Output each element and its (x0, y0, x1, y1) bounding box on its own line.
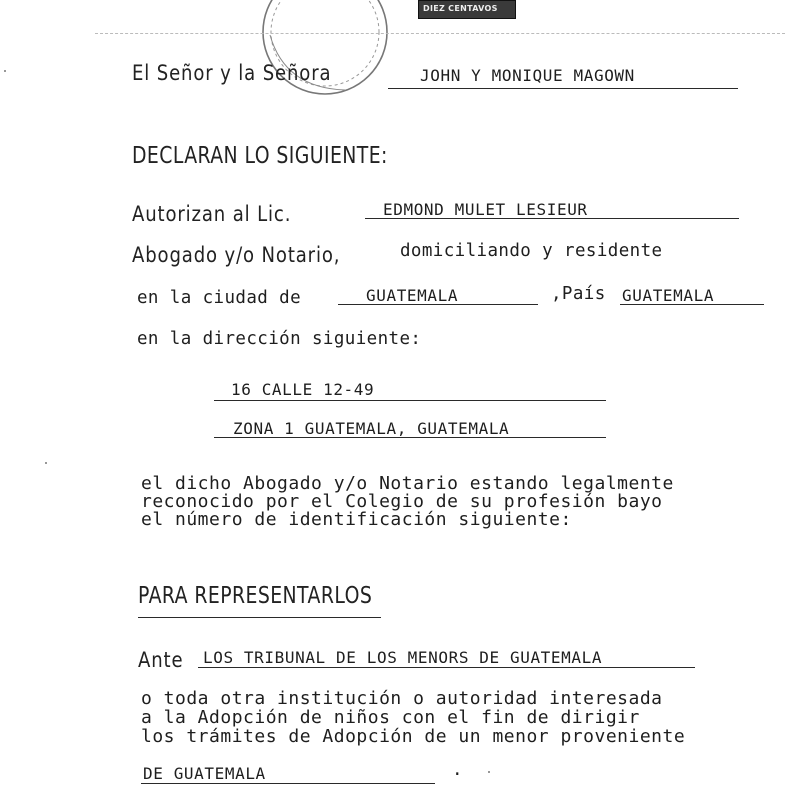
para-representarlos-heading: PARA REPRESENTARLOS (138, 583, 373, 609)
origen-period: . (452, 760, 463, 780)
address-line-1: 16 CALLE 12-49 (231, 380, 375, 399)
abogado-label: Abogado y/o Notario, (132, 243, 341, 267)
address-line-2-underline (214, 437, 606, 438)
scan-speck (488, 771, 490, 773)
client-names: JOHN Y MONIQUE MAGOWN (420, 66, 635, 85)
address-line-2: ZONA 1 GUATEMALA, GUATEMALA (233, 419, 510, 438)
revenue-stamp (418, 0, 516, 19)
pais-value: GUATEMALA (622, 286, 715, 305)
institucion-line-1: o toda otra institución o autoridad interesada (141, 688, 663, 709)
scan-speck (45, 462, 47, 464)
autorizan-label: Autorizan al Lic. (132, 202, 292, 226)
lawyer-name-underline (365, 218, 739, 219)
origen-value: DE GUATEMALA (143, 764, 266, 783)
tribunal-value: LOS TRIBUNAL DE LOS MENORS DE GUATEMALA (203, 648, 603, 667)
reconocido-line-2: reconocido por el Colegio de su profesión bayo (141, 491, 663, 512)
institucion-line-3: los trámites de Adopción de un menor proveniente (141, 726, 686, 747)
para-representarlos-underline (138, 617, 381, 618)
reconocido-line-3: el número de identificación siguiente: (141, 509, 572, 530)
pais-label: ,País (551, 284, 606, 304)
notary-seal (250, 0, 400, 100)
senor-senora-label: El Señor y la Señora (132, 61, 332, 85)
ciudad-underline (338, 304, 538, 305)
address-line-1-underline (214, 400, 606, 401)
lawyer-name: EDMOND MULET LESIEUR (383, 200, 588, 219)
ciudad-label: en la ciudad de (137, 288, 302, 308)
client-names-underline (388, 88, 738, 89)
ante-label: Ante (138, 648, 184, 672)
ciudad-value: GUATEMALA (366, 286, 459, 305)
declaran-heading: DECLARAN LO SIGUIENTE: (132, 143, 388, 169)
institucion-line-2: a la Adopción de niños con el fin de dirigir (141, 707, 640, 728)
origen-underline (141, 783, 435, 784)
direccion-label: en la dirección siguiente: (137, 329, 422, 349)
reconocido-line-1: el dicho Abogado y/o Notario estando legalmente (141, 473, 674, 494)
tribunal-underline (198, 667, 695, 668)
stamp-text: DIEZ CENTAVOS (423, 4, 498, 13)
top-dashed-rule (95, 33, 785, 34)
abogado-rest: domiciliando y residente (400, 241, 663, 261)
scan-speck (4, 70, 6, 72)
pais-underline (620, 304, 764, 305)
